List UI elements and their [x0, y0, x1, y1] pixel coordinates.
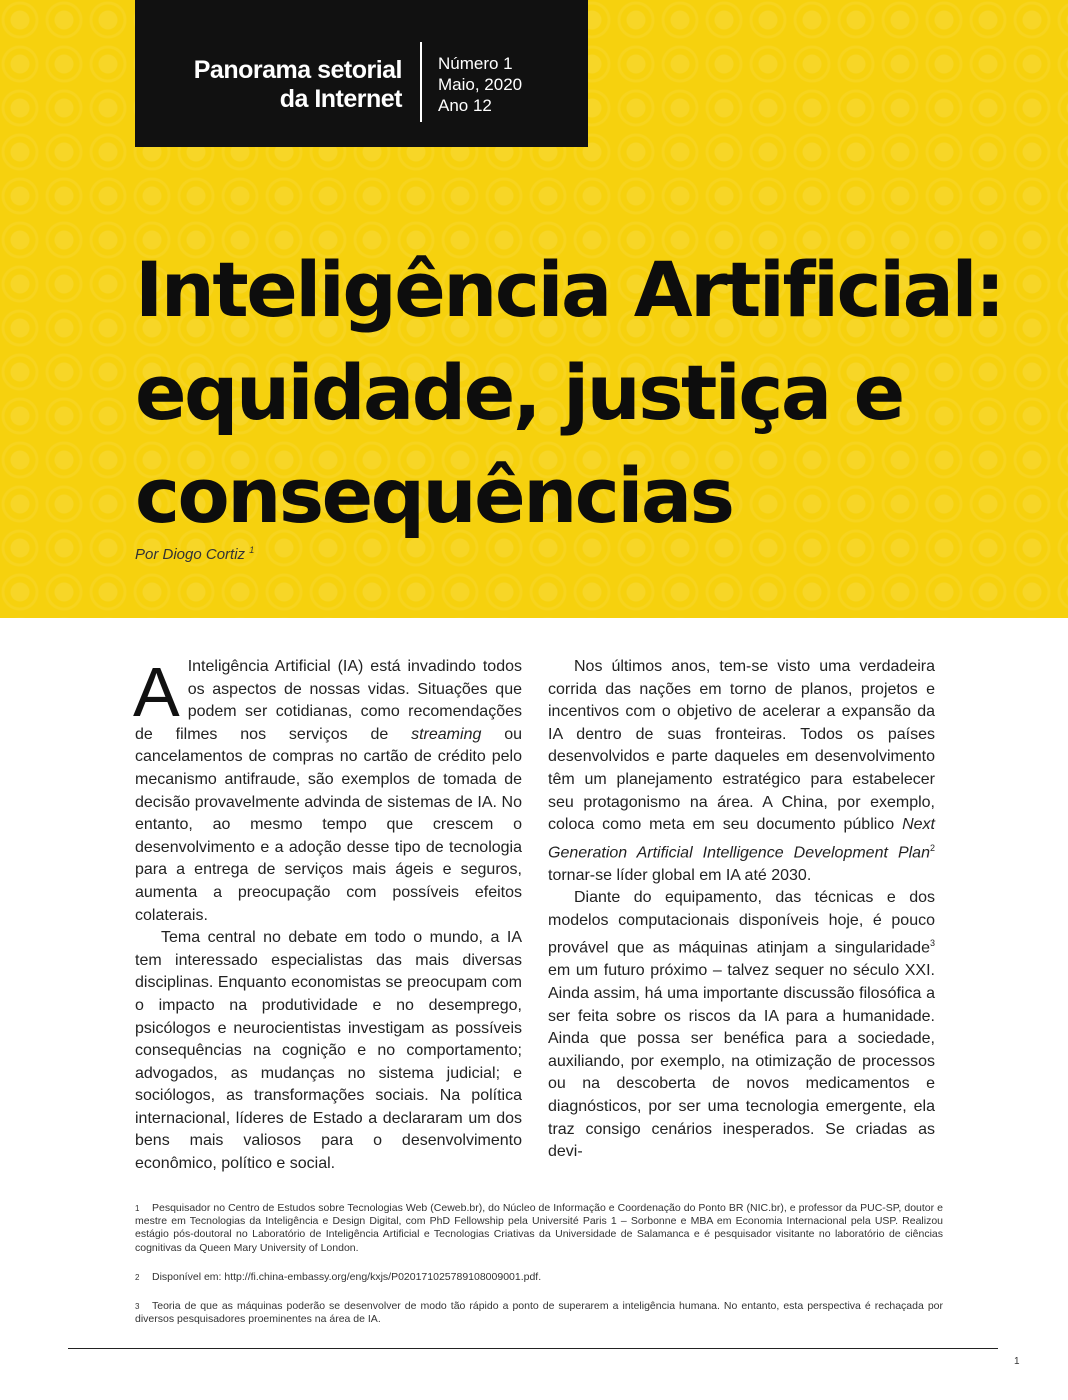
paragraph-2: Tema central no debate em todo o mundo, a IA tem interessado especialistas das mais diversas disciplinas. Enquanto economistas se preocupam com o impacto na produtividade e no desemprego, psicólogos e neurocientistas investigam as possíveis consequências na cognição e no comportamento; advogados, as mudanças no sistema judicial; e sociólogos, as transformações sociais. Na política internacional, líderes de Estado a declararam um dos bens mais valiosos para o desenvolvimento econômico, político e social.: [135, 929, 522, 1173]
paragraph-3-text-b: tornar-se líder global em IA até 2030.: [548, 866, 812, 884]
masthead: [135, 0, 588, 147]
paragraph-intro-emphasis: streaming: [411, 725, 482, 743]
article-title-line2: equidade, justiça e: [135, 348, 903, 437]
paragraph-4: [548, 887, 935, 1163]
footer-rule: [68, 1348, 998, 1349]
issue-number: Número 1: [438, 54, 513, 73]
paragraph-intro: [133, 653, 523, 927]
footnote-number: 3: [135, 1302, 140, 1312]
paragraph-4-text-b: em um futuro próximo – talvez sequer no século XXI. Ainda assim, há uma importante discussão filosófica a ser feita sobre os riscos da IA para a humanidade. Ainda que possa ser benéfica para a sociedade, auxiliando, por exemplo, na otimização de processos ou na descoberta de novos medicamentos e diagnósticos, por ser uma tecnologia emergente, ela traz consigo cenários inesperados. Se criadas as devi-: [548, 962, 935, 1161]
footnote-1: [135, 1202, 943, 1255]
page-number: 1: [1014, 1356, 1020, 1367]
paragraph-3-text-a: Nos últimos anos, tem-se visto uma verdadeira corrida das nações em torno de planos, projetos e incentivos com o objetivo de acelerar a expansão da IA dentro de suas fronteiras. Todos os países desenvolvidos e parte daqueles em desenvolvimento têm um planejamento estratégico para estabelecer seu protagonismo na área. A China, por exemplo, coloca como meta em seu documento público: [548, 658, 935, 834]
publication-title: [194, 56, 402, 114]
masthead-divider: [420, 42, 422, 122]
footnote-3: [135, 1300, 943, 1326]
article-column-left: [133, 653, 523, 1176]
article-title-line3: consequências: [135, 451, 733, 540]
paragraph-3-emphasis: Next Generation Artificial Intelligence Development Plan: [548, 816, 935, 862]
publication-title-line2: da Internet: [279, 85, 402, 113]
header-banner: [0, 0, 1068, 618]
footnotes: [135, 1202, 943, 1342]
drop-cap: A: [133, 653, 180, 731]
footnote-text: Disponível em: http://fi.china-embassy.org/eng/kxjs/P020171025789108009001.pdf.: [152, 1270, 542, 1283]
article-column-right: [548, 656, 935, 1164]
paragraph-intro-text-b: ou cancelamentos de compras no cartão de crédito pelo mecanismo antifraude, são exemplos de tomada de decisão provavelmente advinda de sistemas de IA. No entanto, ao mesmo tempo que crescem o desenvolvimento e a adoção desse tipo de tecnologia para a entrega de serviços mais ágeis e seguros, aumenta a preocupação com possíveis efeitos colaterais.: [135, 725, 523, 924]
paragraph-intro-text-a: Inteligência Artificial (IA) está invadindo todos os aspectos de nossas vidas. Situações que podem ser cotidianas, como recomendações de filmes nos serviços de: [135, 658, 522, 743]
article-title-line1: Inteligência Artificial:: [135, 245, 1003, 334]
issue-date: Maio, 2020: [438, 75, 523, 94]
publication-title-line1: Panorama setorial: [193, 56, 402, 84]
byline-author: Por Diogo Cortiz: [135, 546, 246, 563]
footnote-number: 1: [135, 1204, 140, 1213]
footnote-text: Teoria de que as máquinas poderão se desenvolver de modo tão rápido a ponto de superarem a inteligência humana. No entanto, esta perspectiva é rechaçada por diversos pesquisadores proeminentes na área de IA.: [135, 1300, 943, 1326]
issue-year: Ano 12: [438, 96, 492, 115]
footnote-number: 2: [135, 1272, 140, 1282]
paragraph-4-text-a: Diante do equipamento, das técnicas e dos modelos computacionais disponíveis hoje, é pouco provável que as máquinas atinjam a singularidade: [548, 889, 935, 957]
byline-footnote-ref: 1: [249, 545, 255, 555]
footnote-ref-2: 2: [929, 842, 935, 853]
byline: [135, 545, 254, 563]
footnote-text: Pesquisador no Centro de Estudos sobre Tecnologias Web (Ceweb.br), do Núcleo de Informação e Coordenação do Ponto BR (NIC.br), e professor da PUC-SP, doutor e mestre em Tecnologias da Inteligência e Design Digital, com PhD Fellowship pela Université Paris 1 – Sorbonne e MBA em Economia Internacional pela USP. Realizou estágio pós-doutoral no Laboratório de Inteligência Artificial e Tecnologias Criativas da Universidade de Salamanca e é pesquisador visitante no laboratório de ciências cognitivas da Queen Mary University of London.: [135, 1202, 943, 1254]
issue-info: [438, 53, 522, 116]
footnote-2: [135, 1271, 943, 1284]
footnote-ref-3: 3: [929, 938, 935, 949]
paragraph-3: [548, 656, 935, 887]
article-title: [135, 238, 1035, 547]
